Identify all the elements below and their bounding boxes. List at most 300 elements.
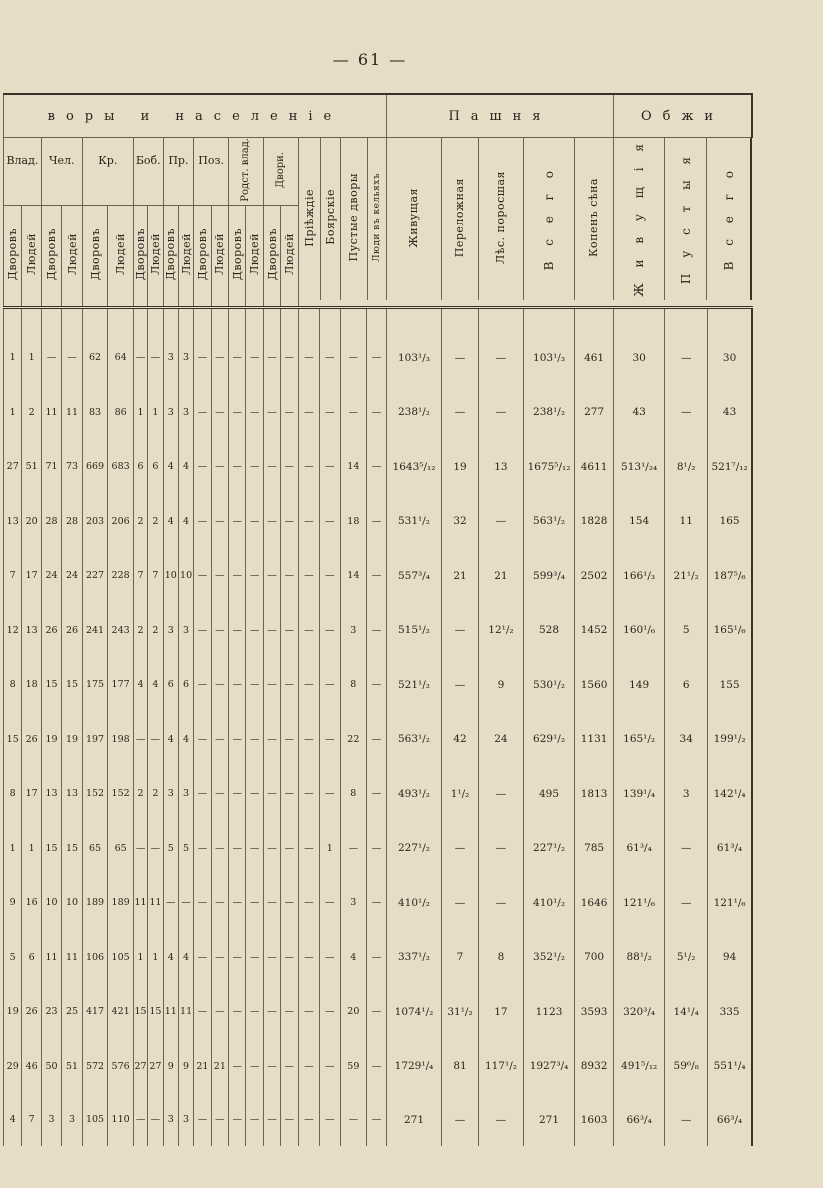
col-poz-dvorov: Дворовъ — [195, 228, 209, 281]
table-cell: 61³/₄ — [614, 821, 665, 876]
table-cell: — — [478, 767, 523, 822]
table-cell: 94 — [708, 930, 752, 985]
table-cell: — — [246, 985, 263, 1040]
table-cell: 1828 — [575, 494, 614, 549]
table-cell: 15 — [4, 712, 22, 767]
col-chel-lyudey: Людей — [65, 233, 79, 276]
table-cell: — — [229, 385, 246, 440]
table-cell: — — [133, 712, 147, 767]
table-cell: 203 — [82, 494, 108, 549]
table-cell: 6 — [665, 658, 708, 713]
table-cell: — — [133, 1094, 147, 1146]
table-cell: 5 — [4, 930, 22, 985]
table-cell: — — [367, 440, 387, 495]
table-cell: 3 — [163, 767, 178, 822]
table-cell: 1 — [22, 821, 41, 876]
col-rodst-lyudey: Людей — [248, 233, 262, 276]
col-pr-lyudey: Людей — [179, 233, 193, 276]
table-cell: — — [211, 712, 228, 767]
table-cell: 6 — [133, 440, 147, 495]
table-cell: — — [320, 331, 340, 386]
table-cell: 785 — [575, 821, 614, 876]
table-cell: 3 — [62, 1094, 82, 1146]
table-cell: 46 — [22, 1039, 41, 1094]
table-cell: 4 — [4, 1094, 22, 1146]
right-header-block — [298, 138, 752, 308]
table-cell: 572 — [82, 1039, 108, 1094]
right-header-inner — [299, 138, 752, 300]
table-cell: — — [367, 876, 387, 931]
table-cell: — — [211, 821, 228, 876]
col-rodst-dvorov: Дворовъ — [230, 228, 244, 281]
col-arable-living: Живущая — [407, 187, 421, 248]
table-cell: 199¹/₂ — [708, 712, 752, 767]
table-cell: — — [320, 658, 340, 713]
table-cell: — — [281, 331, 298, 386]
table-cell: — — [298, 494, 319, 549]
table-cell: — — [263, 876, 280, 931]
table-cell: 14¹/₄ — [665, 985, 708, 1040]
table-cell: — — [211, 440, 228, 495]
table-cell: — — [367, 603, 387, 658]
table-cell: 10 — [163, 549, 178, 604]
table-cell: 42 — [442, 712, 479, 767]
col-people-in-cells: Люди въ кельяхъ — [371, 172, 382, 262]
table-cell: — — [442, 876, 479, 931]
table-cell: — — [320, 985, 340, 1040]
table-cell: 21 — [478, 549, 523, 604]
table-cell: 59⁶/₈ — [665, 1039, 708, 1094]
table-cell: 26 — [41, 603, 61, 658]
table-cell: 30 — [614, 331, 665, 386]
table-cell: — — [41, 331, 61, 386]
table-body — [4, 307, 753, 1146]
table-cell: 160¹/₆ — [614, 603, 665, 658]
table-cell: 34 — [665, 712, 708, 767]
table-cell: 27 — [4, 440, 22, 495]
table-cell: — — [442, 821, 479, 876]
table-cell: 238¹/₂ — [386, 385, 441, 440]
table-cell: 1 — [22, 331, 41, 386]
table-cell: 32 — [442, 494, 479, 549]
table-cell: 61³/₄ — [708, 821, 752, 876]
table-cell: 1729¹/₄ — [386, 1039, 441, 1094]
table-cell: 18 — [22, 658, 41, 713]
table-cell: — — [320, 1094, 340, 1146]
col-bob-dvorov: Дворовъ — [134, 228, 148, 281]
table-cell: — — [211, 985, 228, 1040]
table-cell: — — [194, 603, 211, 658]
table-cell: 11 — [133, 876, 147, 931]
table-cell: — — [246, 821, 263, 876]
table-cell: 335 — [708, 985, 752, 1040]
table-cell: — — [211, 767, 228, 822]
table-cell: — — [281, 985, 298, 1040]
table-cell: — — [281, 658, 298, 713]
table-cell: 491⁵/₁₂ — [614, 1039, 665, 1094]
table-cell: — — [478, 385, 523, 440]
table-cell: 1¹/₂ — [442, 767, 479, 822]
table-cell: 1 — [4, 331, 22, 386]
table-cell: — — [340, 821, 367, 876]
table-cell: — — [194, 1094, 211, 1146]
table-cell: 2502 — [575, 549, 614, 604]
table-cell: 3 — [163, 603, 178, 658]
table-cell: 19 — [442, 440, 479, 495]
table-cell: — — [263, 658, 280, 713]
table-cell: — — [194, 985, 211, 1040]
table-cell: 1927³/₄ — [523, 1039, 574, 1094]
table-cell: — — [298, 331, 319, 386]
table-cell: — — [665, 385, 708, 440]
table-cell: 2 — [148, 603, 163, 658]
subgroup-pr: Пр. — [163, 138, 194, 206]
table-cell: — — [298, 549, 319, 604]
table-cell: — — [281, 767, 298, 822]
table-cell: 13 — [62, 767, 82, 822]
table-cell: — — [442, 658, 479, 713]
table-cell: — — [246, 876, 263, 931]
group-header-row — [4, 94, 753, 138]
table-cell: 410¹/₂ — [386, 876, 441, 931]
table-cell: — — [263, 712, 280, 767]
table-cell: — — [246, 712, 263, 767]
col-dvorn-lyudey: Людей — [282, 233, 296, 276]
table-cell: — — [367, 494, 387, 549]
table-cell: 88¹/₂ — [614, 930, 665, 985]
table-cell: 228 — [108, 549, 134, 604]
table-cell: — — [281, 494, 298, 549]
table-cell: 155 — [708, 658, 752, 713]
table-cell: 197 — [82, 712, 108, 767]
table-cell: 1 — [4, 821, 22, 876]
table-cell: 410¹/₂ — [523, 876, 574, 931]
table-cell: 81 — [442, 1039, 479, 1094]
table-cell: 21¹/₂ — [665, 549, 708, 604]
table-cell: 13 — [22, 603, 41, 658]
table-row — [4, 1094, 753, 1146]
table-cell: 4611 — [575, 440, 614, 495]
table-cell: — — [442, 331, 479, 386]
col-obzhi-total: В с е г о — [721, 164, 736, 271]
table-cell: — — [281, 440, 298, 495]
table-cell: 277 — [575, 385, 614, 440]
table-cell: 1560 — [575, 658, 614, 713]
table-cell: 26 — [62, 603, 82, 658]
table-cell: — — [229, 494, 246, 549]
table-cell: 7 — [442, 930, 479, 985]
table-cell: — — [246, 767, 263, 822]
table-row — [4, 821, 753, 876]
table-cell: — — [340, 331, 367, 386]
table-cell: 515¹/₂ — [386, 603, 441, 658]
table-cell: 21 — [442, 549, 479, 604]
table-cell: 1074¹/₂ — [386, 985, 441, 1040]
statistics-table — [3, 93, 753, 1146]
col-boyarskie: Боярскіе — [323, 189, 337, 246]
table-cell: 121¹/₆ — [614, 876, 665, 931]
table-cell: — — [194, 385, 211, 440]
table-cell: — — [62, 331, 82, 386]
table-cell: — — [229, 985, 246, 1040]
group-obzhi: Обжи — [614, 94, 752, 138]
table-cell: 9 — [4, 876, 22, 931]
table-cell: 1 — [320, 821, 340, 876]
table-cell: 576 — [108, 1039, 134, 1094]
table-cell: 551¹/₄ — [708, 1039, 752, 1094]
table-cell: 493¹/₂ — [386, 767, 441, 822]
table-cell: 3 — [178, 1094, 193, 1146]
table-cell: 513¹/₂₄ — [614, 440, 665, 495]
table-cell: 243 — [108, 603, 134, 658]
table-cell: 24 — [41, 549, 61, 604]
table-cell: 7 — [22, 1094, 41, 1146]
table-cell: 557³/₄ — [386, 549, 441, 604]
subgroup-dvorn: Двори. — [263, 138, 298, 206]
table-cell: — — [320, 930, 340, 985]
table-cell: — — [281, 876, 298, 931]
table-cell: 189 — [108, 876, 134, 931]
table-cell: — — [320, 712, 340, 767]
table-cell: 110 — [108, 1094, 134, 1146]
table-cell: 417 — [82, 985, 108, 1040]
table-cell: — — [320, 603, 340, 658]
table-cell: 86 — [108, 385, 134, 440]
table-cell: 3 — [340, 603, 367, 658]
table-cell: 271 — [523, 1094, 574, 1146]
table-cell: — — [246, 440, 263, 495]
table-cell: 13 — [478, 440, 523, 495]
table-cell: 227 — [82, 549, 108, 604]
table-cell: 2 — [22, 385, 41, 440]
table-cell: 15 — [41, 821, 61, 876]
table-cell: — — [211, 658, 228, 713]
table-cell: 7 — [4, 549, 22, 604]
table-cell: — — [246, 1039, 263, 1094]
table-cell: — — [320, 876, 340, 931]
table-cell: 3 — [340, 876, 367, 931]
table-cell: — — [298, 767, 319, 822]
table-cell: — — [281, 1094, 298, 1146]
table-cell: 106 — [82, 930, 108, 985]
table-cell: — — [298, 385, 319, 440]
table-cell: 29 — [4, 1039, 22, 1094]
table-cell: — — [211, 876, 228, 931]
table-cell: 521¹/₂ — [386, 658, 441, 713]
table-cell: 59 — [340, 1039, 367, 1094]
table-row — [4, 494, 753, 549]
table-cell: — — [442, 385, 479, 440]
table-cell: 4 — [178, 712, 193, 767]
table-cell: 337¹/₂ — [386, 930, 441, 985]
table-cell: 117¹/₂ — [478, 1039, 523, 1094]
table-cell: 16 — [22, 876, 41, 931]
table-cell: 1 — [148, 930, 163, 985]
col-priezzhie: Пріѣждіе — [302, 188, 316, 247]
table-cell: — — [367, 712, 387, 767]
table-cell: — — [298, 876, 319, 931]
table-cell: — — [281, 549, 298, 604]
table-cell: 7 — [133, 549, 147, 604]
table-cell: 227¹/₂ — [386, 821, 441, 876]
table-cell: 9 — [478, 658, 523, 713]
table-cell: 187⁵/₆ — [708, 549, 752, 604]
table-cell: 142¹/₄ — [708, 767, 752, 822]
table-cell: 28 — [41, 494, 61, 549]
table-cell: — — [194, 658, 211, 713]
table-cell: — — [133, 331, 147, 386]
table-row — [4, 440, 753, 495]
table-cell: 17 — [22, 767, 41, 822]
table-row — [4, 985, 753, 1040]
table-cell: 14 — [340, 440, 367, 495]
table-cell: — — [320, 767, 340, 822]
table-cell: 4 — [178, 494, 193, 549]
table-cell: 3 — [163, 331, 178, 386]
table-cell: — — [178, 876, 193, 931]
table-cell: 1643⁵/₁₂ — [386, 440, 441, 495]
table-cell: 1131 — [575, 712, 614, 767]
table-cell: 15 — [62, 821, 82, 876]
table-row — [4, 385, 753, 440]
table-cell: 166¹/₃ — [614, 549, 665, 604]
table-cell: 352¹/₂ — [523, 930, 574, 985]
table-cell: 64 — [108, 331, 134, 386]
table-cell: 3 — [178, 331, 193, 386]
table-cell: 43 — [614, 385, 665, 440]
table-cell: 495 — [523, 767, 574, 822]
table-cell: 165¹/₆ — [708, 603, 752, 658]
table-cell: 11 — [163, 985, 178, 1040]
col-poz-lyudey: Людей — [213, 233, 227, 276]
table-cell: 238¹/₂ — [523, 385, 574, 440]
table-cell: — — [367, 767, 387, 822]
table-cell: 1646 — [575, 876, 614, 931]
table-cell: 4 — [163, 712, 178, 767]
table-cell: 17 — [478, 985, 523, 1040]
table-cell: 227¹/₂ — [523, 821, 574, 876]
table-cell: — — [367, 385, 387, 440]
table-cell: — — [263, 1094, 280, 1146]
table-cell: — — [320, 549, 340, 604]
table-cell: 271 — [386, 1094, 441, 1146]
col-kr-lyudey: Людей — [114, 233, 128, 276]
table-cell: 18 — [340, 494, 367, 549]
page-number: — 61 — — [332, 50, 408, 69]
table-cell: 198 — [108, 712, 134, 767]
table-cell: 189 — [82, 876, 108, 931]
table-cell: — — [298, 1094, 319, 1146]
table-cell: — — [246, 1094, 263, 1146]
table-cell: 3 — [178, 603, 193, 658]
col-bob-lyudey: Людей — [148, 233, 162, 276]
table-cell: 12 — [4, 603, 22, 658]
table-cell: 27 — [133, 1039, 147, 1094]
table-cell: 15 — [148, 985, 163, 1040]
table-cell: — — [246, 603, 263, 658]
table-cell: — — [211, 331, 228, 386]
col-obzhi-living: Ж и в у щ і я — [631, 138, 646, 297]
table-cell: 30 — [708, 331, 752, 386]
table-cell: 15 — [41, 658, 61, 713]
table-cell: — — [367, 821, 387, 876]
col-pr-dvorov: Дворовъ — [164, 228, 178, 281]
table-cell: — — [442, 603, 479, 658]
table-cell: — — [148, 712, 163, 767]
table-cell: 3 — [41, 1094, 61, 1146]
table-cell: 43 — [708, 385, 752, 440]
table-cell: 3 — [665, 767, 708, 822]
table-cell: — — [148, 821, 163, 876]
table-cell: 8 — [4, 658, 22, 713]
table-cell: — — [246, 331, 263, 386]
table-cell: — — [229, 821, 246, 876]
table-cell: 13 — [4, 494, 22, 549]
table-cell: 20 — [340, 985, 367, 1040]
table-cell: 25 — [62, 985, 82, 1040]
table-cell: 13 — [41, 767, 61, 822]
table-cell: — — [194, 821, 211, 876]
table-cell: 19 — [62, 712, 82, 767]
table-cell: 6 — [148, 440, 163, 495]
table-cell: — — [229, 767, 246, 822]
table-cell: 2 — [148, 767, 163, 822]
table-cell: 3 — [163, 385, 178, 440]
table-cell: — — [263, 603, 280, 658]
table-row — [4, 603, 753, 658]
col-obzhi-empty: П у с т ы я — [678, 150, 693, 284]
table-cell: 531¹/₂ — [386, 494, 441, 549]
table-cell: 24 — [62, 549, 82, 604]
table-cell: — — [281, 821, 298, 876]
table-cell: — — [194, 876, 211, 931]
table-cell: — — [442, 1094, 479, 1146]
table-cell: — — [281, 603, 298, 658]
table-cell: 26 — [22, 712, 41, 767]
table-cell: 11 — [41, 930, 61, 985]
table-cell: 10 — [178, 549, 193, 604]
table-cell: — — [367, 1039, 387, 1094]
table-cell: 8 — [478, 930, 523, 985]
table-cell: — — [229, 440, 246, 495]
table-cell: 121¹/₆ — [708, 876, 752, 931]
table-cell: 2 — [133, 603, 147, 658]
table-cell: 165¹/₂ — [614, 712, 665, 767]
table-cell: 2 — [148, 494, 163, 549]
table-cell: — — [367, 331, 387, 386]
col-kr-dvorov: Дворовъ — [88, 228, 102, 281]
table-cell: 65 — [82, 821, 108, 876]
table-cell: — — [194, 331, 211, 386]
col-vlad-dvorov: Дворовъ — [6, 228, 20, 281]
table-cell: 563¹/₂ — [386, 712, 441, 767]
table-cell: 421 — [108, 985, 134, 1040]
table-cell: — — [133, 821, 147, 876]
table-cell: 11 — [41, 385, 61, 440]
table-cell: 8¹/₂ — [665, 440, 708, 495]
table-cell: 21 — [194, 1039, 211, 1094]
table-cell: — — [665, 821, 708, 876]
table-cell: — — [194, 712, 211, 767]
table-cell: 4 — [340, 930, 367, 985]
table-cell: 5 — [178, 821, 193, 876]
table-cell: — — [263, 767, 280, 822]
table-cell: 65 — [108, 821, 134, 876]
table-cell: — — [229, 331, 246, 386]
table-cell: — — [194, 440, 211, 495]
table-cell: 11 — [178, 985, 193, 1040]
col-arable-forest: Лѣс. поросшая — [494, 170, 508, 264]
